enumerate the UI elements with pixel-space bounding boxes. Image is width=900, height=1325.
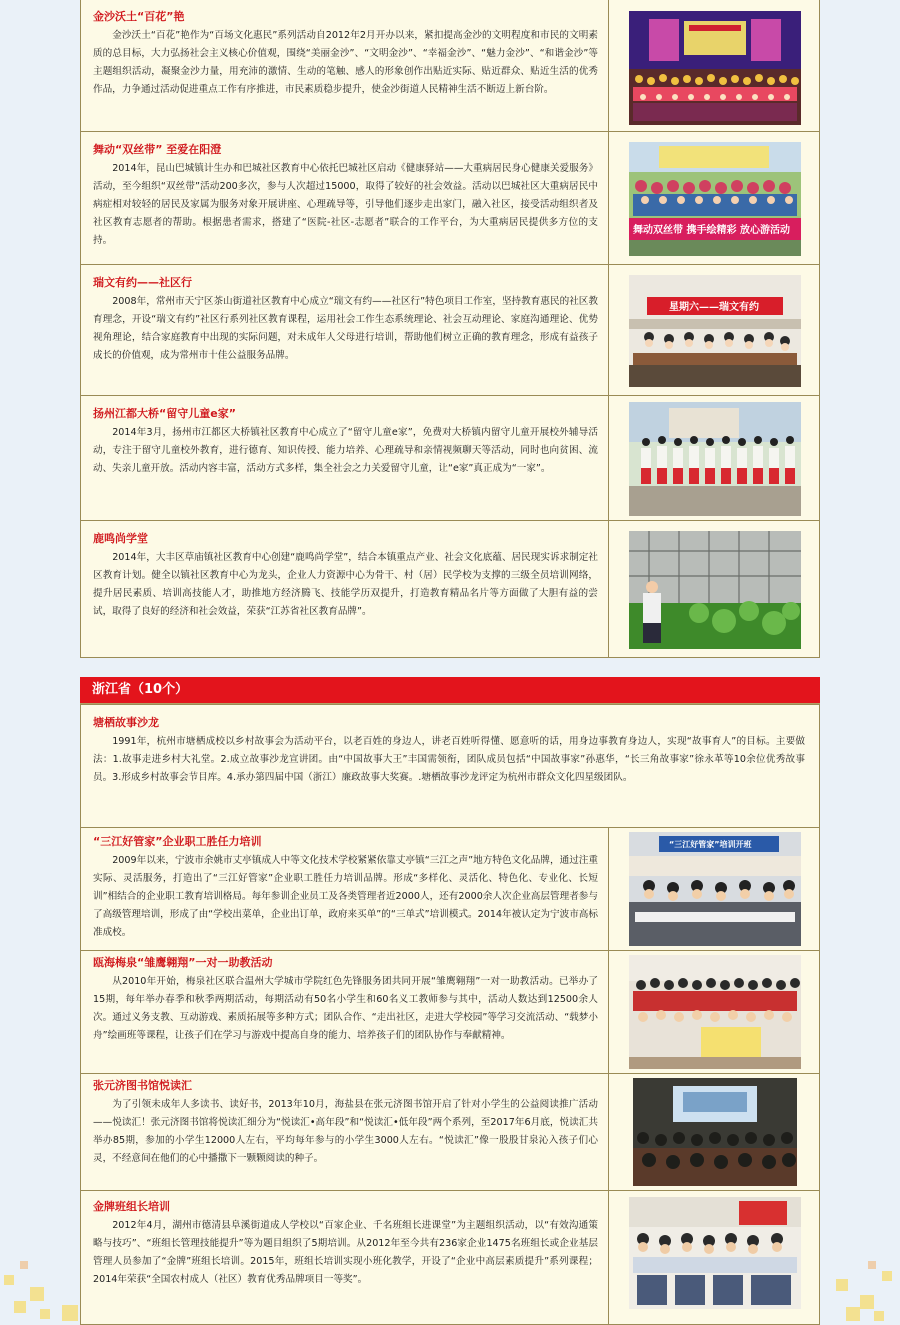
project-description: 2014年3月，扬州市江都区大桥镇社区教育中心成立了“留守儿童e家”，免费对大桥镇内留守儿童开展校外辅导活动，专注于留守儿童校外教育，进行德育、知识传授、能力培养、心理疏导和亲情视频聊天等活动，同时也向贫困、流动、失亲儿童开放。活动内容丰富，活动方式多样，集全社会之力关爱留守儿童，让“e家”真正成为“一家”。: [93, 427, 598, 474]
children-group-photo: [629, 402, 801, 516]
volunteer-group-photo: [629, 955, 801, 1069]
group-banner-photo: [629, 142, 801, 256]
province-heading: [80, 677, 820, 703]
meeting-room-photo: [629, 275, 801, 387]
decorative-pattern: [0, 1261, 900, 1321]
project-card: [80, 395, 820, 521]
project-title: 瓯海梅泉“雏鹰翱翔”一对一助教活动: [93, 956, 273, 969]
photo-banner-text: “三江好管家”培训开班: [669, 840, 752, 849]
project-title: 塘栖故事沙龙: [93, 716, 159, 729]
project-description: 2009年以来，宁波市余姚市丈亭镇成人中等文化技术学校紧紧依靠丈亭镇“三江之声”地方特色文化品牌，通过注重实际、灵活服务，打造出了“三江好管家”企业职工胜任力培训品牌。形成“多样化、灵活化、特色化、专业化、长短训”相结合的企业职工教育培训格局。每年参训企业员工及各类管理者近2000人，还有2000余人次企业高层管理者参与了高级管理培训，形成了由“学校出菜单，企业出订单，政府来买单”的“三单式”培训模式。2014年被认定为宁波市高标准成校。: [93, 855, 598, 938]
project-description: 2008年，常州市天宁区茶山街道社区教育中心成立“瑞文有约——社区行”特色项目工作室，坚持教育惠民的社区教育理念，开设“瑞文有约”社区行系列社区教育课程，运用社会工作生态系统理论、社会互动理论、家庭沟通理论、优势视角理论，结合家庭教育中出现的实际问题，对未成年人父母进行培训，帮助他们树立正确的教育理念，形成有益孩子成长的价值观，成为常州市十佳公益服务品牌。: [93, 296, 598, 361]
photo-banner-text: 舞动双丝带 携手绘精彩 放心游活动: [633, 225, 790, 236]
project-title: 张元济图书馆悦读汇: [93, 1079, 192, 1092]
project-description: 2012年4月，湖州市德清县阜溪街道成人学校以“百家企业、千名班组长进课堂”为主题组织活动，以“有效沟通策略与技巧”、“班组长管理技能提升”等为题目组织了5期培训。从2012年至今共有236家企业1475名班组长或企业基层管理人员参加了“金牌”班组长培训。2015年，班组长培训实现小班化教学，开设了“企业中高层素质提升”系列课程；2014年荣获“全国农村成人（社区）教育优秀品牌项目一等奖”。: [93, 1220, 598, 1285]
project-card: [80, 0, 820, 132]
project-title: 瑞文有约——社区行: [93, 276, 192, 289]
project-title: 扬州江都大桥“留守儿童e家”: [93, 407, 236, 420]
greenhouse-photo: [629, 531, 801, 649]
project-description: 1991年，杭州市塘栖成校以乡村故事会为活动平台，以老百姓的身边人，讲老百姓听得懂、愿意听的话，用身边事教育身边人，实现“故事育人”的目标。主要做法：1.故事走进乡村大礼堂。2.成立故事沙龙宣讲团。由“中国故事大王”丰国需领衔，团队成员包括“中国故事家”孙惠华，“长三角故事家”徐永革等10余位优秀故事员。3.形成乡村故事会节目库。4.承办第四届中国（浙江）廉政故事大奖赛。.塘栖故事沙龙评定为杭州市群众文化四星级团队。: [93, 736, 805, 783]
project-title: 金沙沃土“百花”艳: [93, 10, 185, 23]
project-description: 2014年，大丰区草庙镇社区教育中心创建“鹿鸣尚学堂”，结合本镇重点产业、社会文化底蕴、居民现实诉求制定社区教育计划。健全以镇社区教育中心为龙头，企业人力资源中心为骨干、村（居）民学校为支撑的三级全员培训网络，提升居民素质、培训高技能人才，助推地方经济腾飞、技能学历双提升，打造教育精品名片等方面做了大胆有益的尝试，取得了良好的经济和社会效益，荣获“江苏省社区教育品牌”。: [93, 552, 598, 617]
photo-banner-text: 星期六——瑞文有约: [669, 302, 759, 313]
project-card: [80, 827, 820, 951]
project-description: 从2010年开始，梅泉社区联合温州大学城市学院红色先锋服务团共同开展“雏鹰翱翔”一对一助教活动。已举办了15期，每年举办春季和秋季两期活动，每期活动有50名小学生和60名义工教师参与其中，活动人数达到12500余人次。通过义务支教、互动游戏、素质拓展等多种方式；团队合作、“走出社区，走进大学校园”等学习交流活动、“载梦小舟”绘画班等课程，让孩子们在学习与游戏中提高自身的能力、培养孩子们的团队协作与奉献精神。: [93, 976, 598, 1041]
project-description: 2014年，昆山巴城镇计生办和巴城社区教育中心依托巴城社区启动《健康驿站——大重病居民身心健康关爱服务》活动，至今组织“双丝带”活动200多次，参与人次超过15000，取得了较好的社会效益。活动以巴城社区大重病居民中病症相对较轻的居民及家属为服务对象开展讲座、心理疏导等，引导他们逐步走出家门，融入社区，接受活动组织者及社区教育志愿者的帮助。根据患者需求，搭建了“医院-社区-志愿者”联合的工作平台，为大重病居民提供多方位的支持。: [93, 163, 598, 246]
project-title: 鹿鸣尚学堂: [93, 532, 148, 545]
stage-performance-photo: [629, 11, 801, 125]
project-title: 舞动“双丝带” 至爱在阳澄: [93, 143, 222, 156]
project-card: [80, 1073, 820, 1191]
lecture-hall-photo: [633, 1078, 797, 1186]
project-card: [80, 264, 820, 396]
project-card: [80, 950, 820, 1074]
project-card: [80, 704, 820, 828]
project-card: [80, 520, 820, 658]
project-description: 为了引领未成年人多读书、读好书，2013年10月，海盐县在张元济图书馆开启了针对小学生的公益阅读推广活动——悦读汇！张元济图书馆将悦读汇细分为“悦读汇•高年段”和“悦读汇•低年段”两个系列，至2017年6月底，悦读汇共举办85期，参加的小学生12000人左右，平均每年参与的小学生3000人左右。“悦读汇”像一股股甘泉沁入孩子们心灵，不经意间在他们的心中播撒下一颗颗阅读的种子。: [93, 1099, 598, 1164]
project-title: “三江好管家”企业职工胜任力培训: [93, 835, 262, 848]
training-class-photo: [629, 832, 801, 946]
project-title: 金牌班组长培训: [93, 1200, 170, 1213]
project-description: 金沙沃土“百花”艳作为“百场文化惠民”系列活动自2012年2月开办以来，紧扣提高金沙的文明程度和市民的文明素质的总目标，大力弘扬社会主义核心价值观，围绕“美丽金沙”、“文明金沙”、“幸福金沙”、“魅力金沙”、“和谐金沙”等主题组织活动，凝聚金沙力量，用充沛的激情、生动的笔触、感人的形象创作出贴近实际、贴近群众、贴近生活的优秀作品，力争通过活动促进重点工作有序推进，市民素质稳步提升，使金沙街道人民精神生活不断迈上新台阶。: [93, 30, 598, 95]
project-card: [80, 131, 820, 265]
province-heading-text: 浙江省（10个）: [92, 682, 189, 697]
